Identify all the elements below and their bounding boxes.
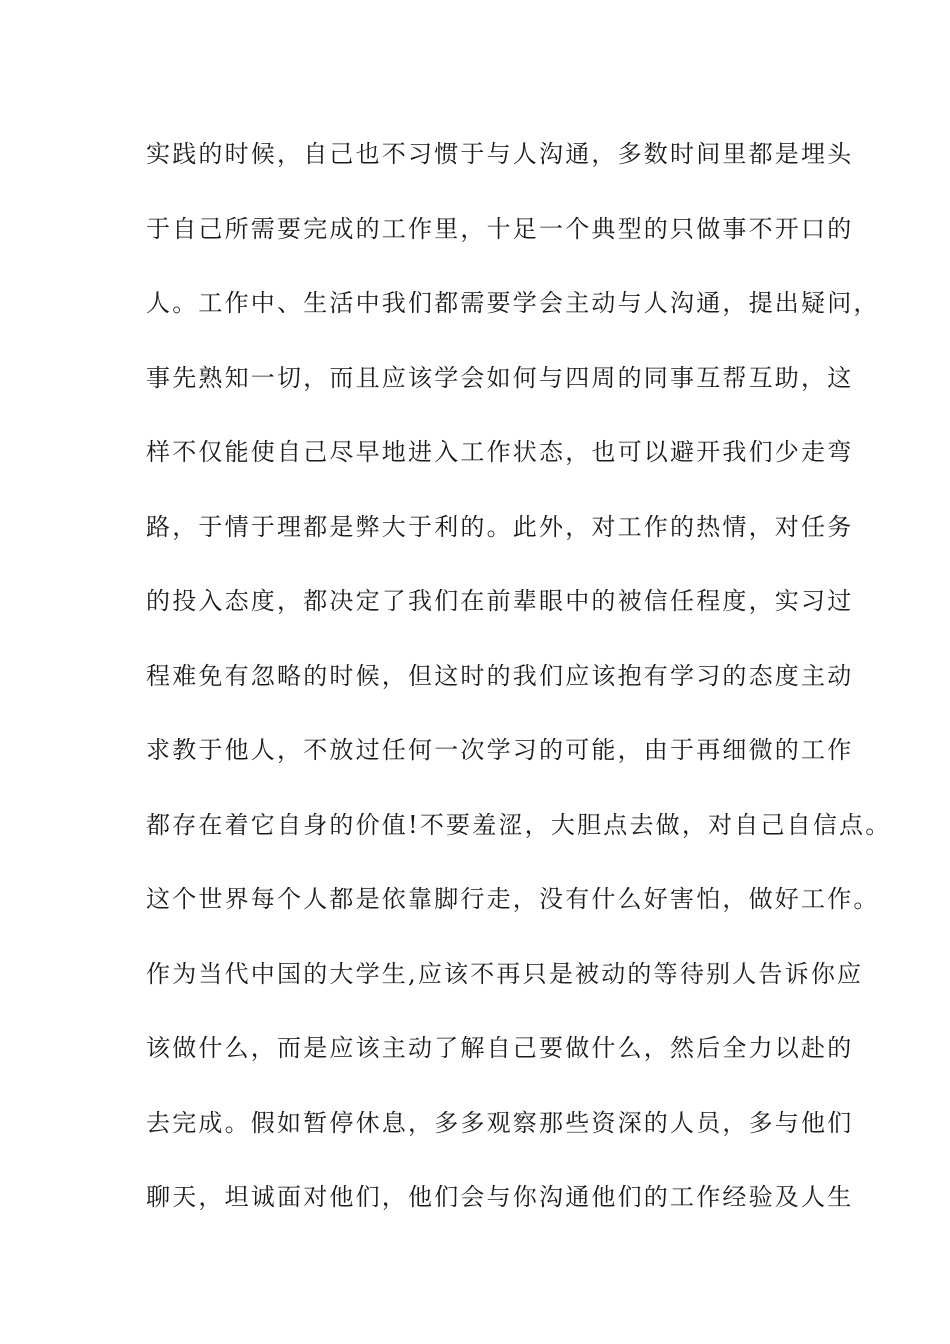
text-line: 的投入态度，都决定了我们在前辈眼中的被信任程度，实习过 bbox=[146, 587, 854, 615]
text-line: 样不仅能使自己尽早地进入工作状态，也可以避开我们少走弯 bbox=[146, 438, 854, 466]
text-line: 都存在着它自身的价值!不要羞涩，大胆点去做，对自己自信点。 bbox=[146, 810, 892, 839]
body-text bbox=[146, 130, 892, 1248]
text-line: 作为当代中国的大学生,应该不再只是被动的等待别人告诉你应 bbox=[146, 959, 864, 988]
text-line: 实践的时候，自己也不习惯于与人沟通，多数时间里都是埋头 bbox=[146, 140, 854, 168]
text-line: 于自己所需要完成的工作里，十足一个典型的只做事不开口的 bbox=[146, 214, 854, 243]
text-line: 人。工作中、生活中我们都需要学会主动与人沟通，提出疑问， bbox=[146, 289, 880, 317]
text-line: 这个世界每个人都是依靠脚行走，没有什么好害怕，做好工作。 bbox=[146, 885, 880, 913]
text-line: 去完成。假如暂停休息，多多观察那些资深的人员，多与他们 bbox=[146, 1108, 854, 1137]
text-line: 事先熟知一切，而且应该学会如何与四周的同事互帮互助，这 bbox=[146, 363, 854, 392]
text-line: 该做什么，而是应该主动了解自己要做什么，然后全力以赴的 bbox=[146, 1034, 854, 1062]
text-line: 路，于情于理都是弊大于利的。此外，对工作的热情，对任务 bbox=[146, 512, 854, 541]
text-line: 程难免有忽略的时候，但这时的我们应该抱有学习的态度主动 bbox=[146, 661, 854, 690]
text-line: 求教于他人，不放过任何一次学习的可能，由于再细微的工作 bbox=[146, 736, 854, 764]
text-line: 聊天，坦诚面对他们，他们会与你沟通他们的工作经验及人生 bbox=[146, 1183, 854, 1211]
